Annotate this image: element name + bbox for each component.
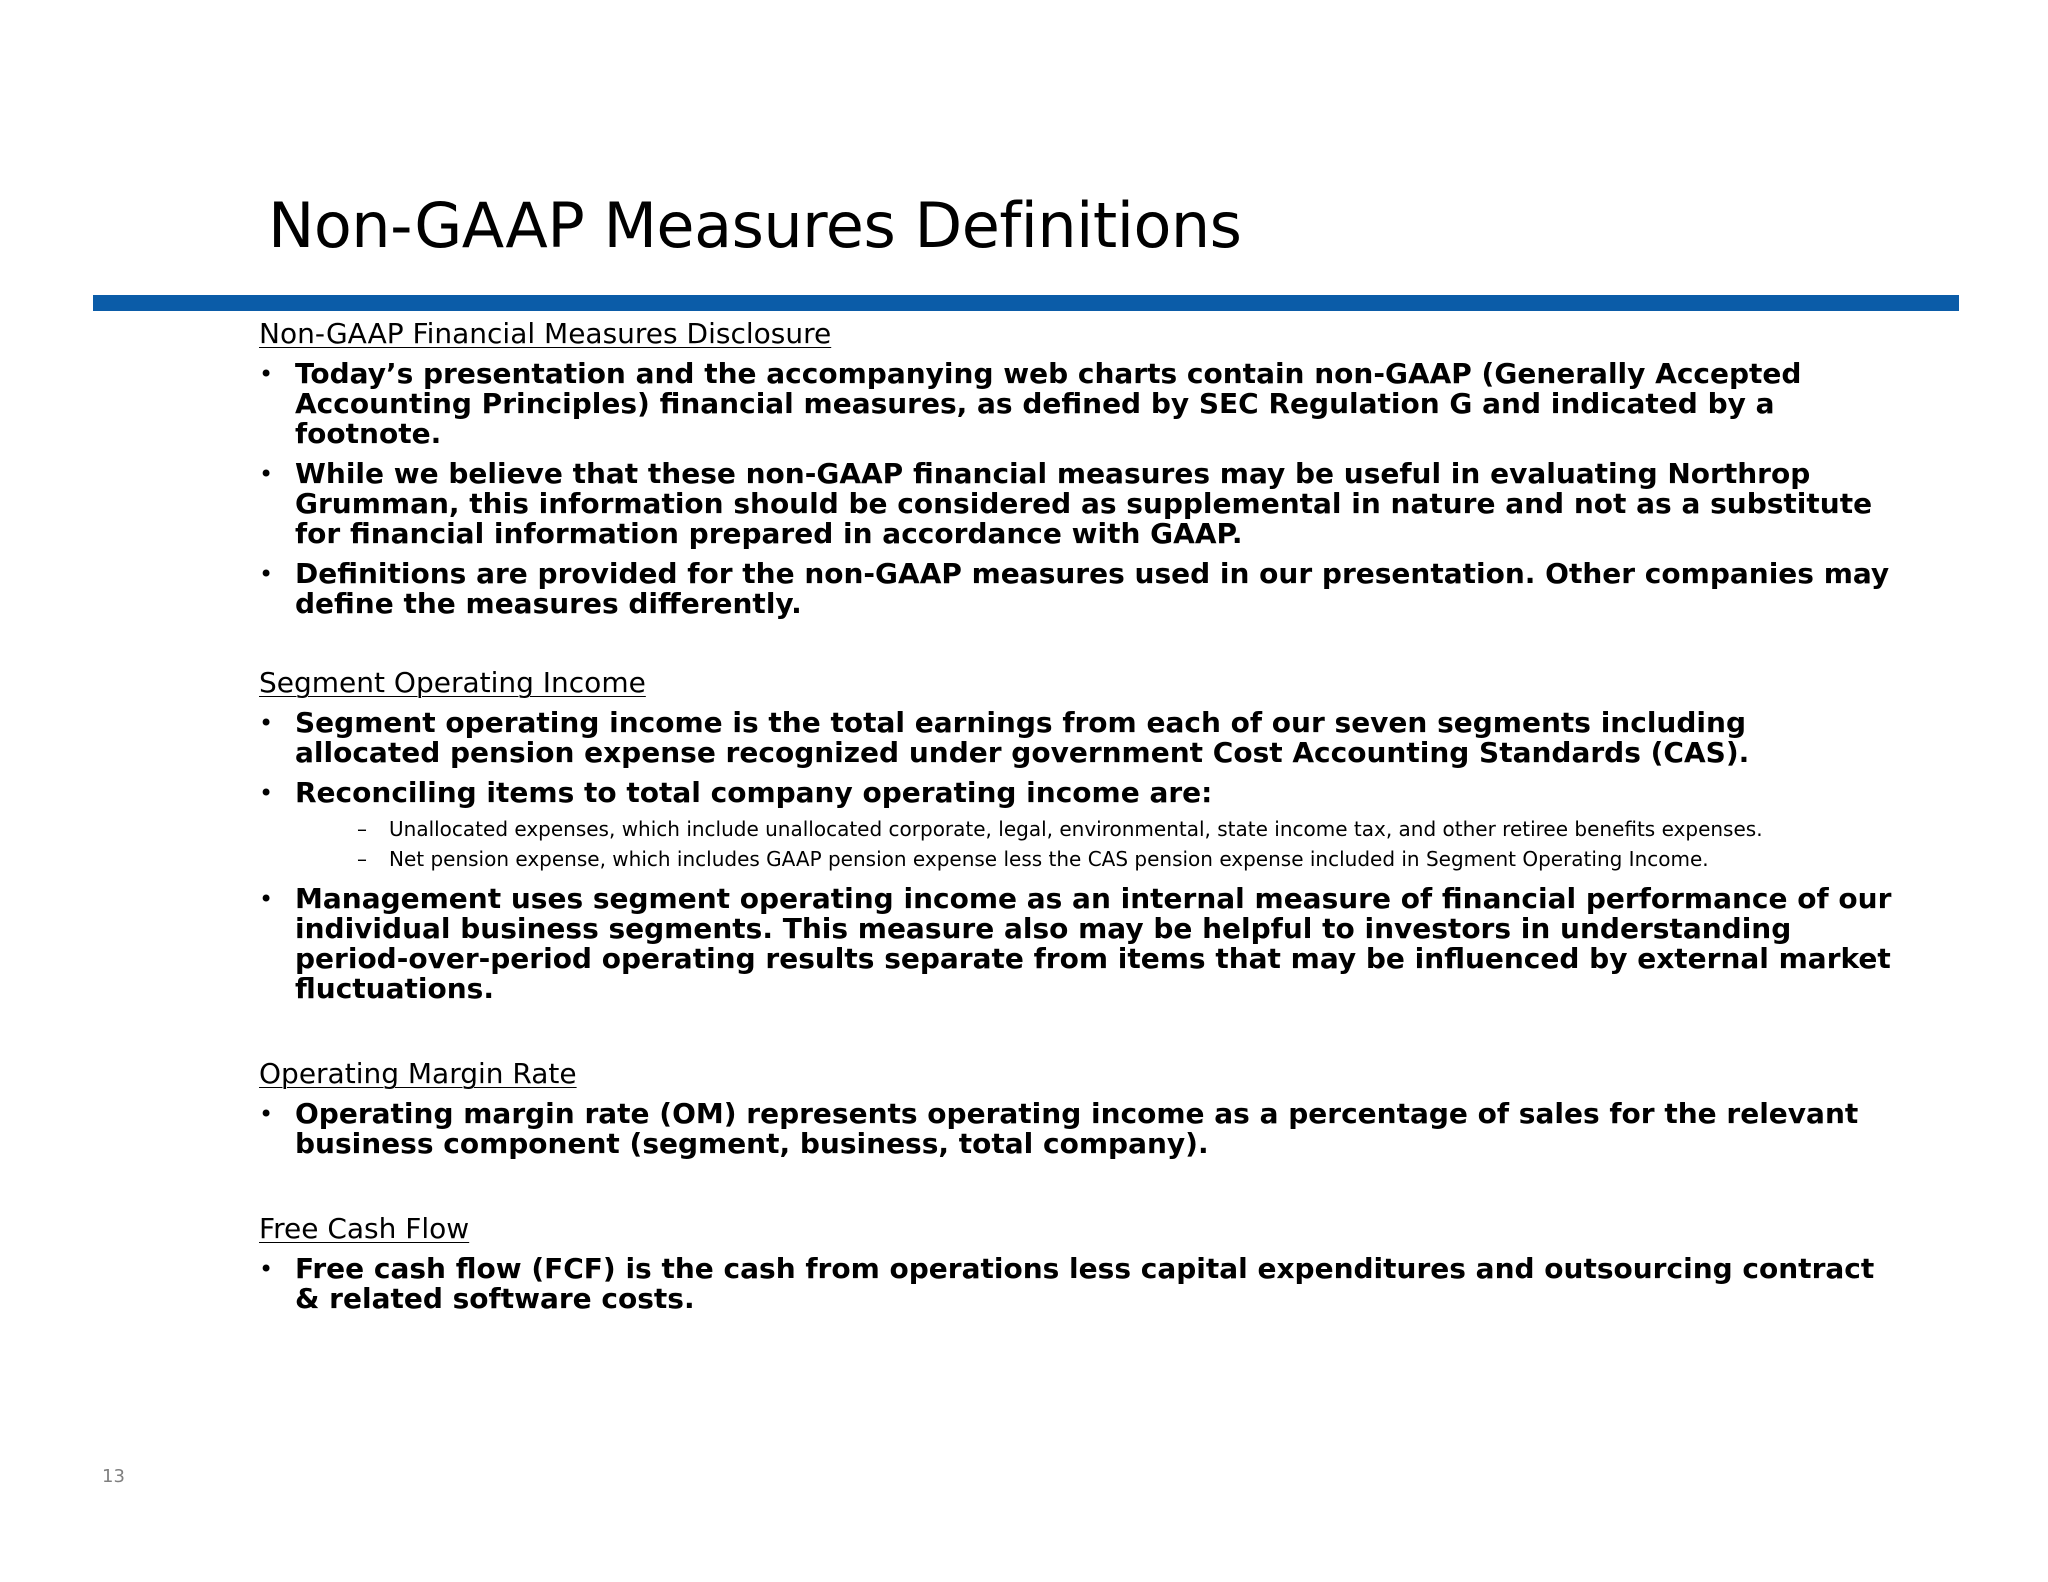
dash-icon: – xyxy=(357,817,367,841)
section-spacer xyxy=(259,629,1899,663)
sub-list-item xyxy=(295,844,1899,874)
sub-bullet-text: Net pension expense, which includes GAAP pension expense less the CAS pension expense included in Segment Operating Income. xyxy=(389,847,1709,871)
list-item xyxy=(259,778,1899,874)
list-item xyxy=(259,884,1899,1004)
bullet-icon: • xyxy=(259,360,274,388)
section-non-gaap-disclosure xyxy=(259,314,1899,619)
page-number: 13 xyxy=(102,1466,125,1487)
bullet-icon: • xyxy=(259,1100,274,1128)
bullet-text: Operating margin rate (OM) represents operating income as a percentage of sales for the relevant business component (segment, business, total company). xyxy=(295,1097,1859,1160)
slide-content xyxy=(259,314,1899,1324)
bullet-icon: • xyxy=(259,709,274,737)
bullet-text: Reconciling items to total company operating income are: xyxy=(295,776,1213,809)
sub-bullet-text: Unallocated expenses, which include unallocated corporate, legal, environmental, state income tax, and other retiree benefits expenses. xyxy=(389,817,1763,841)
bullet-icon: • xyxy=(259,885,274,913)
bullet-list xyxy=(259,1099,1899,1159)
section-spacer xyxy=(259,1014,1899,1054)
sub-list-item xyxy=(295,814,1899,844)
section-heading: Operating Margin Rate xyxy=(259,1057,577,1090)
dash-icon: – xyxy=(357,847,367,871)
bullet-text: While we believe that these non-GAAP financial measures may be useful in evaluating Northrop Grumman, this information should be considered as supplemental in nature and not as a substitute for financial information prepared in accordance with GAAP. xyxy=(295,457,1873,550)
bullet-text: Segment operating income is the total earnings from each of our seven segments including allocated pension expense recognized under government Cost Accounting Standards (CAS). xyxy=(295,706,1750,769)
section-spacer xyxy=(259,1169,1899,1209)
list-item xyxy=(259,708,1899,768)
bullet-icon: • xyxy=(259,560,274,588)
bullet-icon: • xyxy=(259,1255,274,1283)
bullet-text: Definitions are provided for the non-GAAP measures used in our presentation. Other companies may define the measures differently. xyxy=(295,557,1890,620)
bullet-icon: • xyxy=(259,460,274,488)
bullet-list xyxy=(259,359,1899,619)
bullet-list xyxy=(259,708,1899,1004)
bullet-text: Today’s presentation and the accompanying web charts contain non-GAAP (Generally Accepted Accounting Principles) financial measures, as defined by SEC Regulation G and indicated by a footnote. xyxy=(295,357,1802,450)
list-item xyxy=(259,359,1899,449)
bullet-text: Management uses segment operating income as an internal measure of financial performance of our individual business segments. This measure also may be helpful to investors in understanding period-over-period operating results separate from items that may be influenced by external market fluctuations. xyxy=(295,882,1892,1005)
list-item xyxy=(259,559,1899,619)
bullet-list xyxy=(259,1254,1899,1314)
list-item xyxy=(259,1254,1899,1314)
section-segment-operating-income xyxy=(259,663,1899,1004)
list-item xyxy=(259,1099,1899,1159)
section-heading: Segment Operating Income xyxy=(259,666,646,699)
section-heading: Non-GAAP Financial Measures Disclosure xyxy=(259,317,832,350)
sub-bullet-list xyxy=(295,814,1899,874)
title-divider xyxy=(93,295,1959,311)
list-item xyxy=(259,459,1899,549)
bullet-text: Free cash flow (FCF) is the cash from operations less capital expenditures and outsourcing contract & related software costs. xyxy=(295,1252,1875,1315)
bullet-icon: • xyxy=(259,779,274,807)
section-heading: Free Cash Flow xyxy=(259,1212,470,1245)
section-operating-margin-rate xyxy=(259,1054,1899,1159)
page-title: Non-GAAP Measures Definitions xyxy=(268,189,1242,262)
section-free-cash-flow xyxy=(259,1209,1899,1314)
